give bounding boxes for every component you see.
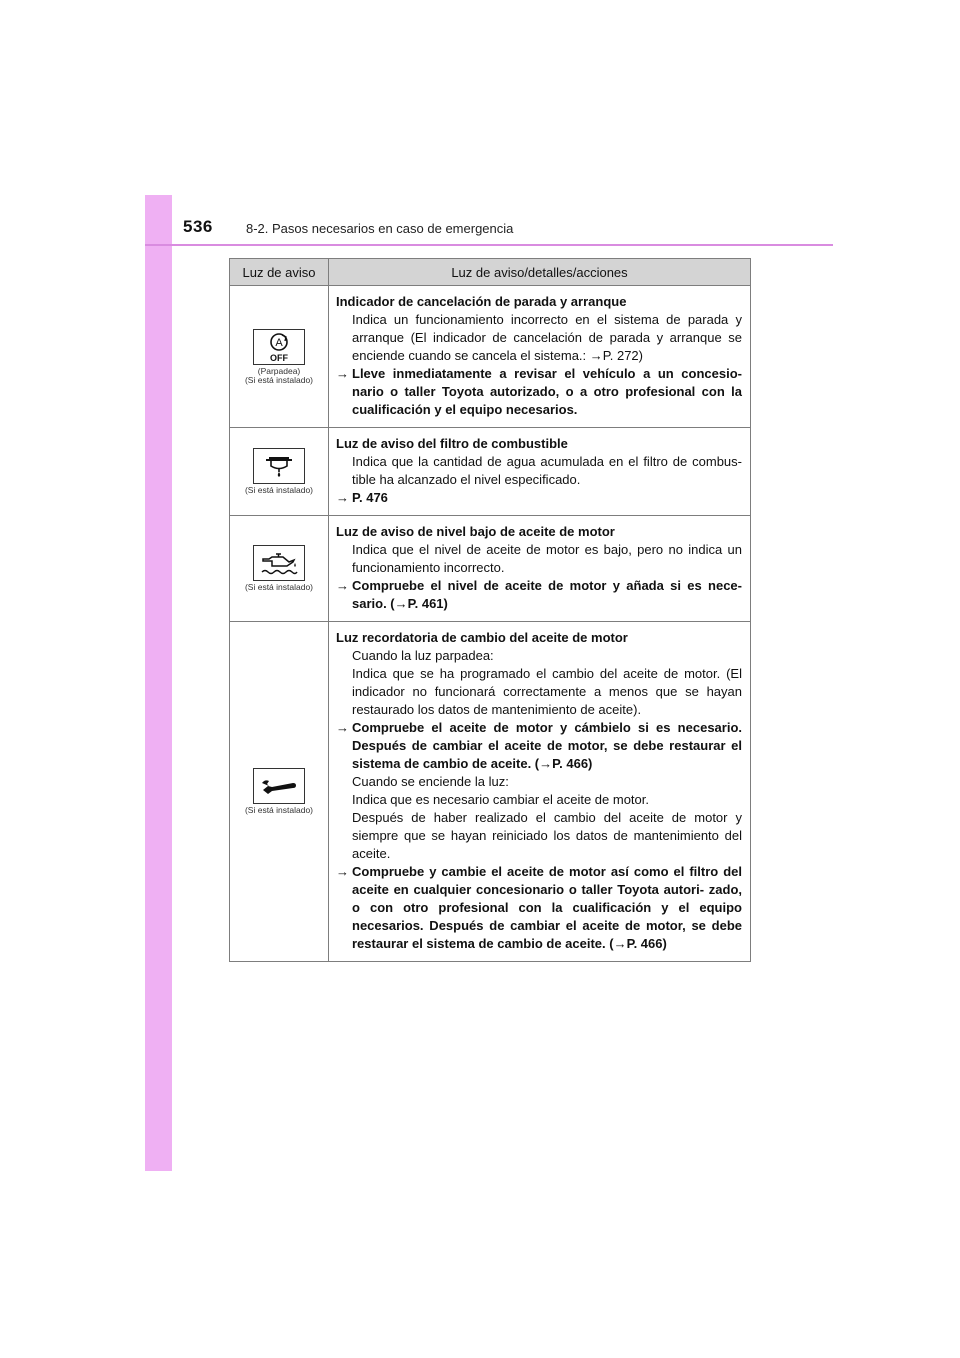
wrench-icon xyxy=(253,768,305,804)
arrow-icon: → xyxy=(336,720,349,735)
icon-caption: (Si está instalado) xyxy=(244,582,314,592)
icon-caption: (Si está instalado) xyxy=(244,485,314,495)
description: Indica que el nivel de aceite de motor es bajo, pero no indica un funcionamiento incorrecto. xyxy=(352,542,742,575)
auto-stop-start-off-icon xyxy=(253,329,305,365)
icon-cell xyxy=(230,428,329,516)
table-header-row xyxy=(230,259,751,286)
table-row xyxy=(230,516,751,622)
action-item xyxy=(336,489,742,507)
description: Indica que la cantidad de agua acumulada en el filtro de combus- tible ha alcanzado el nivel especificado. xyxy=(352,454,742,487)
icon-cell xyxy=(230,622,329,962)
table-row xyxy=(230,286,751,428)
table-row xyxy=(230,428,751,516)
description: Cuando se enciende la luz: xyxy=(352,774,509,789)
action-text: Compruebe y cambie el aceite de motor así como el filtro del aceite en cualquier concesionario o taller Toyota autori- zado, o con otro profesional con la cualificación y el equipo necesarios. Después de cambiar el aceite de motor, se debe restaurar el sistema de cambio de aceite. (→P. 466) xyxy=(352,864,742,951)
description: Después de haber realizado el cambio del aceite de motor y siempre que se hayan reiniciado los datos de mantenimiento del aceite. xyxy=(352,810,742,861)
column-header-light: Luz de aviso xyxy=(230,259,329,286)
description: Cuando la luz parpadea: xyxy=(352,648,494,663)
arrow-icon: → xyxy=(336,864,349,879)
table-row xyxy=(230,622,751,962)
arrow-icon: → xyxy=(336,578,349,593)
details-cell xyxy=(329,516,751,622)
icon-cell xyxy=(230,516,329,622)
page-number: 536 xyxy=(183,217,213,236)
header-rule xyxy=(145,244,833,246)
details-cell xyxy=(329,428,751,516)
icon-off-label: OFF xyxy=(270,352,288,363)
action-text: Compruebe el aceite de motor y cámbielo si es necesario. Después de cambiar el aceite de motor, se debe restaurar el sistema de cambio de aceite. (→P. 466) xyxy=(352,720,742,771)
row-title: Luz de aviso de nivel bajo de aceite de motor xyxy=(336,524,615,539)
description: Indica que se ha programado el cambio del aceite de motor. (El indicador no funcionará correctamente a menos que se hayan restaurado los datos de mantenimiento de aceite). xyxy=(352,666,742,717)
action-item xyxy=(336,719,742,773)
action-text: Lleve inmediatamente a revisar el vehículo a un concesio- nario o taller Toyota autorizado, o a otro profesional con la cualificación y el equipo necesarios. xyxy=(352,366,742,417)
low-oil-level-icon xyxy=(253,545,305,581)
warning-lights-table xyxy=(229,258,751,962)
svg-text:A: A xyxy=(275,336,283,349)
section-title: 8-2. Pasos necesarios en caso de emergencia xyxy=(246,221,514,236)
row-title: Luz de aviso del filtro de combustible xyxy=(336,436,568,451)
row-title: Indicador de cancelación de parada y arranque xyxy=(336,294,627,309)
icon-cell xyxy=(230,286,329,428)
action-text: Compruebe el nivel de aceite de motor y añada si es nece- sario. (→P. 461) xyxy=(352,578,742,611)
column-header-details: Luz de aviso/detalles/acciones xyxy=(329,259,751,286)
fuel-filter-icon xyxy=(253,448,305,484)
action-item xyxy=(336,365,742,419)
arrow-icon: → xyxy=(336,490,349,505)
description: Indica un funcionamiento incorrecto en el sistema de parada y arranque (El indicador de cancelación de parada y arranque se enciende cuando se cancela el sistema.: →P. 272) xyxy=(352,312,742,363)
arrow-icon: → xyxy=(336,366,349,381)
details-cell xyxy=(329,622,751,962)
icon-caption: (Si está instalado) xyxy=(244,374,314,385)
icon-caption: (Parpadea) xyxy=(257,365,301,376)
chapter-side-band xyxy=(145,195,172,1171)
row-title: Luz recordatoria de cambio del aceite de motor xyxy=(336,630,628,645)
action-item xyxy=(336,863,742,953)
action-text: P. 476 xyxy=(352,490,388,505)
action-item xyxy=(336,577,742,613)
icon-caption: (Si está instalado) xyxy=(244,805,314,815)
description: Indica que es necesario cambiar el aceite de motor. xyxy=(352,792,650,807)
details-cell xyxy=(329,286,751,428)
